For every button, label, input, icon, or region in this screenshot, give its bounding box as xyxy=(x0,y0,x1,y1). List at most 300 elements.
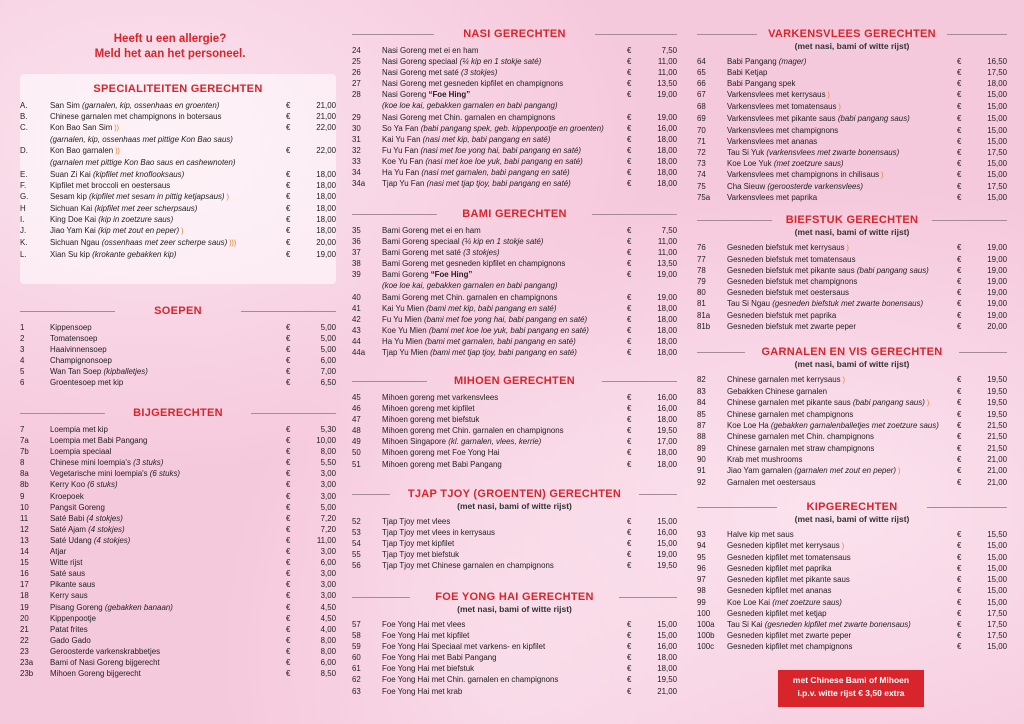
currency-symbol: € xyxy=(957,443,962,453)
item-number: 41 xyxy=(352,303,361,313)
item-number: 36 xyxy=(352,237,361,247)
item-number: 87 xyxy=(697,421,706,431)
item-title: Foe Yong Hai met krab xyxy=(382,686,463,696)
item-price xyxy=(957,443,1007,454)
item-name xyxy=(50,134,286,145)
item-price xyxy=(286,468,336,479)
item-name xyxy=(50,333,286,344)
section-subtitle: (met nasi, bami of witte rijst) xyxy=(794,41,910,51)
item-price xyxy=(286,169,336,180)
item-description: (3 stuks) xyxy=(133,458,164,468)
item-number: 76 xyxy=(697,243,706,252)
currency-symbol: € xyxy=(957,564,962,574)
price-value: 20,00 xyxy=(987,321,1007,331)
spicy-icon: )) xyxy=(115,148,120,156)
item-name xyxy=(50,590,286,601)
menu-item xyxy=(697,477,1007,488)
price-value: 11,00 xyxy=(657,248,677,258)
item-title: Saté Ajam xyxy=(50,524,86,534)
item-description: (garnalen, kip, ossenhaas met pittige Kon Bao saus) xyxy=(50,135,233,145)
price-value: 21,00 xyxy=(657,686,677,696)
price-value: 3,00 xyxy=(320,591,336,601)
item-name xyxy=(50,624,286,635)
currency-symbol: € xyxy=(286,238,291,248)
price-value: 8,50 xyxy=(320,669,336,679)
currency-symbol: € xyxy=(286,646,291,656)
item-number: 34 xyxy=(352,168,361,178)
menu-item xyxy=(352,549,677,560)
item-name xyxy=(50,513,286,524)
item-number: 66 xyxy=(697,79,706,89)
currency-symbol: € xyxy=(957,79,962,89)
price-value: 19,00 xyxy=(316,250,336,260)
item-price xyxy=(286,203,336,214)
price-value: 18,00 xyxy=(657,325,677,335)
item-title: Nasi Goreng met saté xyxy=(382,68,459,78)
item-price xyxy=(957,477,1007,488)
price-value: 3,00 xyxy=(320,469,336,479)
currency-symbol: € xyxy=(286,657,291,667)
item-price xyxy=(627,549,677,560)
menu-item xyxy=(20,366,336,377)
menu-item xyxy=(352,686,677,697)
price-value: 18,00 xyxy=(657,653,677,663)
item-price xyxy=(957,56,1007,67)
item-title: Nasi Goreng speciaal xyxy=(382,57,458,67)
menu-item xyxy=(697,465,1007,477)
item-title: Tjap Tjoy met vlees in kerrysaus xyxy=(382,528,495,538)
menu-item xyxy=(352,78,677,89)
item-name xyxy=(382,225,627,236)
item-price xyxy=(957,298,1007,309)
item-number: D. xyxy=(20,146,28,156)
menu-item xyxy=(20,524,336,535)
item-name xyxy=(50,468,286,479)
item-price xyxy=(286,333,336,344)
item-price xyxy=(957,552,1007,563)
item-title: Gado Gado xyxy=(50,635,91,645)
menu-item xyxy=(352,45,677,56)
item-name xyxy=(50,191,286,203)
item-title: Garnalen met oestersaus xyxy=(727,477,816,487)
item-name xyxy=(50,355,286,366)
menu-item xyxy=(20,613,336,624)
item-title: Gesneden biefstuk met pikante saus xyxy=(727,266,855,276)
currency-symbol: € xyxy=(957,530,962,539)
item-title: Kai Yu Mien xyxy=(382,303,424,313)
item-number: 7 xyxy=(20,425,25,434)
item-name xyxy=(382,325,627,336)
item-number: 92 xyxy=(697,477,706,487)
item-title: Nasi Goreng met gesneden kipfilet en champignons xyxy=(382,79,564,89)
price-value: 22,00 xyxy=(316,146,336,156)
currency-symbol: € xyxy=(627,156,632,166)
item-title: Kerry saus xyxy=(50,591,88,601)
item-name xyxy=(50,668,286,679)
currency-symbol: € xyxy=(286,425,291,434)
menu-item xyxy=(352,447,677,458)
item-title: Gesneden kipfilet met ananas xyxy=(727,586,832,596)
item-number: 57 xyxy=(352,620,361,629)
price-value: 17,00 xyxy=(657,437,677,447)
item-price xyxy=(627,247,677,258)
menu-item xyxy=(352,538,677,549)
price-value: 22,00 xyxy=(316,123,336,133)
item-price xyxy=(957,529,1007,540)
item-name xyxy=(50,613,286,624)
item-name xyxy=(727,181,957,192)
menu-item xyxy=(352,56,677,67)
menu-item xyxy=(697,574,1007,585)
price-value: 4,00 xyxy=(320,624,336,634)
item-price xyxy=(627,100,677,111)
item-name xyxy=(382,247,627,258)
price-value: 21,00 xyxy=(987,454,1007,464)
menu-item xyxy=(352,663,677,674)
currency-symbol: € xyxy=(286,591,291,601)
menu-item xyxy=(20,479,336,490)
item-price xyxy=(957,192,1007,203)
menu-item xyxy=(697,374,1007,386)
item-title: Gesneden biefstuk met oestersaus xyxy=(727,288,849,298)
price-value: 19,50 xyxy=(987,375,1007,384)
item-description: (gebakken banaan) xyxy=(104,602,173,612)
item-price xyxy=(286,602,336,613)
price-value: 6,00 xyxy=(320,558,336,568)
price-value: 11,00 xyxy=(657,68,677,78)
item-title: Saté Babi xyxy=(50,513,85,523)
item-title: Krab met mushrooms xyxy=(727,454,803,464)
item-name xyxy=(727,276,957,287)
menu-item xyxy=(352,303,677,314)
currency-symbol: € xyxy=(627,336,632,346)
menu-item xyxy=(20,657,336,668)
menu-item xyxy=(20,468,336,479)
currency-symbol: € xyxy=(957,193,962,203)
item-number: 23a xyxy=(20,657,34,667)
menu-item xyxy=(697,136,1007,147)
menu-item xyxy=(697,169,1007,181)
item-price xyxy=(627,347,677,358)
menu-item xyxy=(20,646,336,657)
item-title: Foe Yong Hai met Babi Pangang xyxy=(382,653,497,663)
item-title: Varkensvlees met champignons in chilisaus xyxy=(727,169,880,179)
item-title: Haaivinnensoep xyxy=(50,345,107,355)
currency-symbol: € xyxy=(957,147,962,157)
item-description: (babi pangang saus) xyxy=(856,266,929,276)
menu-item xyxy=(352,167,677,178)
item-description: (met zoetzure saus) xyxy=(773,158,844,168)
menu-item xyxy=(697,540,1007,552)
menu-item-note xyxy=(20,157,336,168)
item-name xyxy=(50,524,286,535)
menu-item xyxy=(20,446,336,457)
currency-symbol: € xyxy=(627,112,632,122)
item-number: 78 xyxy=(697,266,706,276)
item-number: 23b xyxy=(20,669,34,679)
currency-symbol: € xyxy=(286,436,291,446)
price-value: 19,50 xyxy=(657,561,677,571)
price-value: 18,00 xyxy=(657,348,677,358)
currency-symbol: € xyxy=(957,575,962,585)
item-number: 28 xyxy=(352,90,361,100)
item-price xyxy=(957,276,1007,287)
menu-item xyxy=(20,502,336,513)
item-price xyxy=(286,122,336,134)
item-number: G. xyxy=(20,191,29,201)
item-price xyxy=(957,608,1007,619)
item-number: 37 xyxy=(352,248,361,258)
price-value: 7,20 xyxy=(320,513,336,523)
item-title: Koe Yu Fan xyxy=(382,156,424,166)
item-title: Varkensvlees met pikante saus xyxy=(727,114,836,124)
item-number: 54 xyxy=(352,539,361,549)
menu-item xyxy=(20,355,336,366)
price-value: 19,00 xyxy=(987,255,1007,265)
item-name xyxy=(727,169,957,181)
item-price xyxy=(627,45,677,56)
currency-symbol: € xyxy=(627,90,632,100)
promo-line-2: i.p.v. witte rijst € 3,50 extra xyxy=(797,688,905,698)
item-number: 96 xyxy=(697,564,706,574)
item-price xyxy=(627,303,677,314)
menu-item xyxy=(20,333,336,344)
menu-item xyxy=(697,147,1007,158)
item-name xyxy=(727,477,957,488)
item-price xyxy=(286,579,336,590)
menu-item xyxy=(697,630,1007,641)
item-highlight: “Foe Hing” xyxy=(428,90,471,100)
item-name xyxy=(382,236,627,247)
item-price xyxy=(627,403,677,414)
price-value: 6,00 xyxy=(320,356,336,366)
item-price xyxy=(957,630,1007,641)
menu-item xyxy=(352,414,677,425)
item-number: 73 xyxy=(697,158,706,168)
item-title: Patat frites xyxy=(50,624,88,634)
item-name xyxy=(382,630,627,641)
price-value: 18,00 xyxy=(987,79,1007,89)
item-number: 64 xyxy=(697,57,706,66)
item-number: 100c xyxy=(697,641,715,651)
item-name xyxy=(382,67,627,78)
item-number: 38 xyxy=(352,259,361,269)
price-value: 5,00 xyxy=(320,502,336,512)
currency-symbol: € xyxy=(286,123,291,133)
currency-symbol: € xyxy=(286,513,291,523)
menu-item xyxy=(352,134,677,145)
menu-item xyxy=(697,597,1007,608)
item-title: Tjap Tjoy met Chinese garnalen en champignons xyxy=(382,561,554,571)
item-number: 67 xyxy=(697,90,706,100)
allergy-line-2: Meld het aan het personeel. xyxy=(94,48,246,60)
item-title: Tjap Tjoy met biefstuk xyxy=(382,550,460,560)
item-price xyxy=(627,641,677,652)
menu-item xyxy=(20,579,336,590)
item-price xyxy=(957,374,1007,386)
item-name xyxy=(727,254,957,265)
section-subtitle: (met nasi, bami of witte rijst) xyxy=(794,359,910,369)
section-subtitle: (met nasi, bami of witte rijst) xyxy=(457,604,572,614)
price-value: 19,00 xyxy=(987,299,1007,309)
item-number: 40 xyxy=(352,292,361,302)
menu-item xyxy=(20,491,336,502)
currency-symbol: € xyxy=(627,664,632,674)
item-price xyxy=(957,386,1007,397)
item-price xyxy=(627,619,677,630)
item-price xyxy=(286,479,336,490)
price-value: 15,00 xyxy=(987,541,1007,551)
item-price xyxy=(957,67,1007,78)
price-value: 4,50 xyxy=(320,613,336,623)
price-value: 8,00 xyxy=(320,646,336,656)
item-number: H xyxy=(20,203,26,213)
price-value: 18,00 xyxy=(316,180,336,190)
section-varkensvlees xyxy=(697,27,1007,203)
item-number: 12 xyxy=(20,524,29,534)
item-price xyxy=(957,158,1007,169)
spicy-icon: ) xyxy=(841,543,845,551)
price-value: 20,00 xyxy=(316,238,336,248)
item-title: Foe Yong Hai met kipfilet xyxy=(382,631,470,641)
item-price xyxy=(957,540,1007,552)
item-price xyxy=(627,425,677,436)
item-name xyxy=(727,374,957,386)
allergy-notice xyxy=(20,32,320,62)
currency-symbol: € xyxy=(627,426,632,436)
item-number: 93 xyxy=(697,530,706,539)
currency-symbol: € xyxy=(286,226,291,236)
item-name xyxy=(50,491,286,502)
item-price xyxy=(286,424,336,435)
price-value: 17,50 xyxy=(987,630,1007,640)
item-title: Tjap Yu Fan xyxy=(382,179,425,189)
item-title: Mihoen goreng met kipfilet xyxy=(382,404,475,414)
item-price xyxy=(286,225,336,237)
price-value: 4,50 xyxy=(320,602,336,612)
item-number: 85 xyxy=(697,410,706,420)
item-title: Foe Yong Hai met vlees xyxy=(382,620,466,629)
currency-symbol: € xyxy=(286,491,291,501)
item-price xyxy=(627,134,677,145)
item-price xyxy=(957,563,1007,574)
item-title: Fu Yu Fan xyxy=(382,145,419,155)
price-value: 19,00 xyxy=(987,288,1007,298)
item-number: 47 xyxy=(352,415,361,425)
item-number: 27 xyxy=(352,79,361,89)
section-specialiteiten xyxy=(20,82,336,260)
item-number: 15 xyxy=(20,558,29,568)
item-name xyxy=(727,298,957,309)
item-name xyxy=(382,560,627,571)
price-value: 18,00 xyxy=(316,214,336,224)
item-price xyxy=(957,265,1007,276)
item-description: (nasi met foe yong hai, babi pangang en saté) xyxy=(420,145,582,155)
item-title: Varkensvlees met tomatensaus xyxy=(727,102,837,112)
price-value: 11,00 xyxy=(316,535,336,545)
item-title: Koe Loe Ha xyxy=(727,421,769,431)
menu-item xyxy=(697,641,1007,652)
item-description: (geroosterde varkensvlees) xyxy=(767,182,863,192)
currency-symbol: € xyxy=(627,550,632,560)
price-value: 19,00 xyxy=(657,90,677,100)
item-price xyxy=(627,67,677,78)
item-title: Gesneden kipfilet met kerrysaus xyxy=(727,541,840,551)
menu-item xyxy=(352,674,677,685)
item-description: (varkensvlees met zwarte bonensaus) xyxy=(766,147,900,157)
currency-symbol: € xyxy=(627,259,632,269)
currency-symbol: € xyxy=(957,321,962,331)
item-name xyxy=(727,101,957,113)
item-description: (met zoetzure saus) xyxy=(772,597,842,607)
price-value: 18,00 xyxy=(657,145,677,155)
item-price xyxy=(286,535,336,546)
item-number: 95 xyxy=(697,553,706,563)
item-price xyxy=(627,89,677,100)
price-value: 5,30 xyxy=(320,425,336,434)
currency-symbol: € xyxy=(286,367,291,377)
currency-symbol: € xyxy=(957,169,962,179)
item-title: Kippenpootje xyxy=(50,613,97,623)
item-number: 55 xyxy=(352,550,361,560)
item-name xyxy=(727,242,957,254)
item-number: B. xyxy=(20,112,28,122)
item-price xyxy=(627,269,677,280)
item-name xyxy=(382,45,627,56)
item-description: (nasi met kip, babi pangang en saté) xyxy=(422,134,551,144)
currency-symbol: € xyxy=(627,325,632,335)
currency-symbol: € xyxy=(286,602,291,612)
price-value: 18,00 xyxy=(657,664,677,674)
price-value: 18,00 xyxy=(657,415,677,425)
currency-symbol: € xyxy=(957,608,962,618)
item-description: (kip met zout en peper) xyxy=(97,226,180,236)
menu-item xyxy=(352,560,677,571)
item-price xyxy=(627,630,677,641)
item-price xyxy=(627,145,677,156)
item-description: (3 stokjes) xyxy=(460,68,498,78)
item-title: Tau Si Yuk xyxy=(727,147,765,157)
item-name xyxy=(727,265,957,276)
item-number xyxy=(20,134,50,145)
menu-item xyxy=(352,392,677,403)
price-value: 21,50 xyxy=(987,421,1007,431)
item-name xyxy=(50,546,286,557)
menu-item xyxy=(20,546,336,557)
item-number: 30 xyxy=(352,123,361,133)
item-title: Bami Goreng met ei en ham xyxy=(382,226,481,235)
item-price xyxy=(957,254,1007,265)
menu-item xyxy=(20,237,336,249)
item-price xyxy=(286,657,336,668)
item-description: (ossenhaas met zeer scherpe saus) xyxy=(101,238,228,248)
item-title: Gesneden biefstuk met paprika xyxy=(727,310,837,320)
item-number: 43 xyxy=(352,325,361,335)
menu-item xyxy=(697,67,1007,78)
price-value: 19,50 xyxy=(657,426,677,436)
item-price xyxy=(627,436,677,447)
menu-item-note xyxy=(352,280,677,291)
price-value: 19,00 xyxy=(657,292,677,302)
menu-item xyxy=(697,431,1007,442)
currency-symbol: € xyxy=(627,237,632,247)
item-number: 69 xyxy=(697,114,706,124)
menu-item xyxy=(352,403,677,414)
item-price xyxy=(286,457,336,468)
menu-item xyxy=(20,225,336,237)
price-value: 18,00 xyxy=(657,179,677,189)
item-number: 83 xyxy=(697,387,706,397)
